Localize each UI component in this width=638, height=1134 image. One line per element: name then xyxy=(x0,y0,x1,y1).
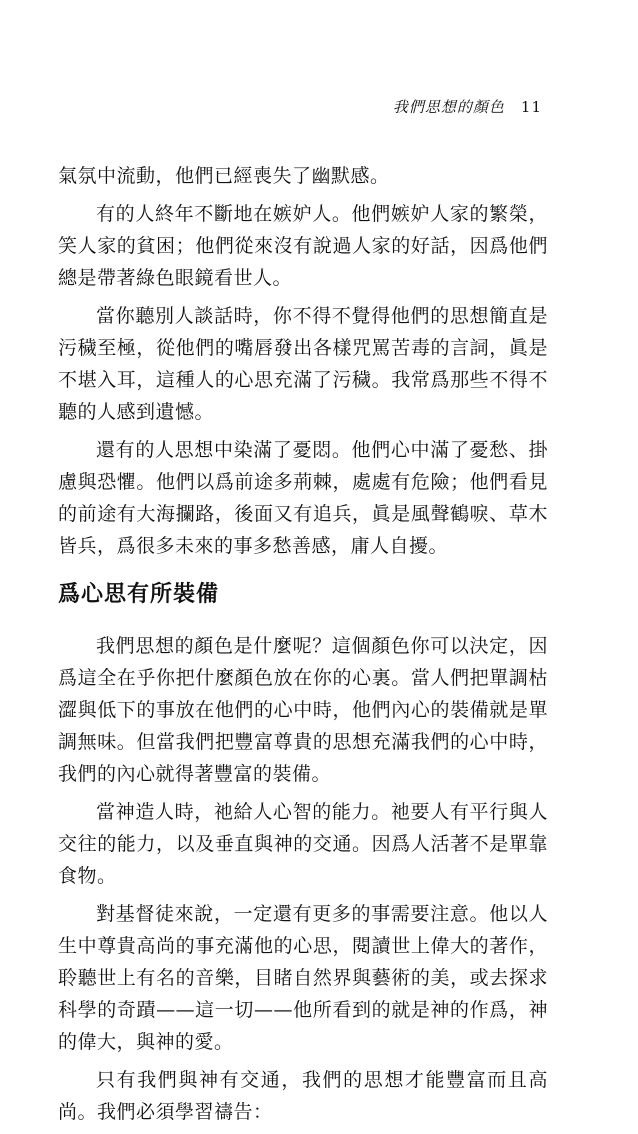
paragraph: 有的人終年不斷地在嫉妒人。他們嫉妒人家的繁榮，笑人家的貧困；他們從來沒有說過人家的好話，因爲他們總是帶著綠色眼鏡看世人。 xyxy=(58,203,548,289)
paragraph: 當你聽別人談話時，你不得不覺得他們的思想簡直是污穢至極，從他們的嘴唇發出各樣咒罵苦毒的言詞，眞是不堪入耳，這種人的心思充滿了污穢。我常爲那些不得不聽的人感到遺憾。 xyxy=(58,305,548,423)
paragraph: 對基督徒來說，一定還有更多的事需要注意。他以人生中尊貴高尚的事充滿他的心思，閱讀世上偉大的著作，聆聽世上有名的音樂，目睹自然界與藝術的美，或去探求科學的奇蹟——這一切——他所看到的就是神的作爲，神的偉大，與神的愛。 xyxy=(58,903,548,1053)
running-header xyxy=(393,96,542,117)
paragraph: 當神造人時，祂給人心智的能力。祂要人有平行與人交往的能力，以及垂直與神的交通。因爲人活著不是單靠食物。 xyxy=(58,801,548,887)
section-heading: 爲心思有所裝備 xyxy=(58,582,220,607)
paragraph: 還有的人思想中染滿了憂悶。他們心中滿了憂愁、掛慮與恐懼。他們以爲前途多荊棘，處處有危險；他們看見的前途有大海攔路，後面又有追兵，眞是風聲鶴唳、草木皆兵，爲很多未來的事多愁善感，庸人自擾。 xyxy=(58,439,548,557)
paragraph: 氣氛中流動，他們已經喪失了幽默感。 xyxy=(58,165,390,187)
page-number: 11 xyxy=(520,98,542,116)
paragraph: 只有我們與神有交通，我們的思想才能豐富而且高尚。我們必須學習禱告： xyxy=(58,1069,548,1123)
paragraph: 我們思想的顏色是什麼呢？這個顏色你可以決定，因爲這全在乎你把什麼顏色放在你的心裏。當人們把單調枯澀與低下的事放在他們的心中時，他們內心的裝備就是單調無味。但當我們把豐富尊貴的思想充滿我們的心中時，我們的內心就得著豐富的裝備。 xyxy=(58,635,548,785)
chapter-title: 我們思想的顏色 xyxy=(392,98,505,116)
page-body xyxy=(58,160,548,1134)
